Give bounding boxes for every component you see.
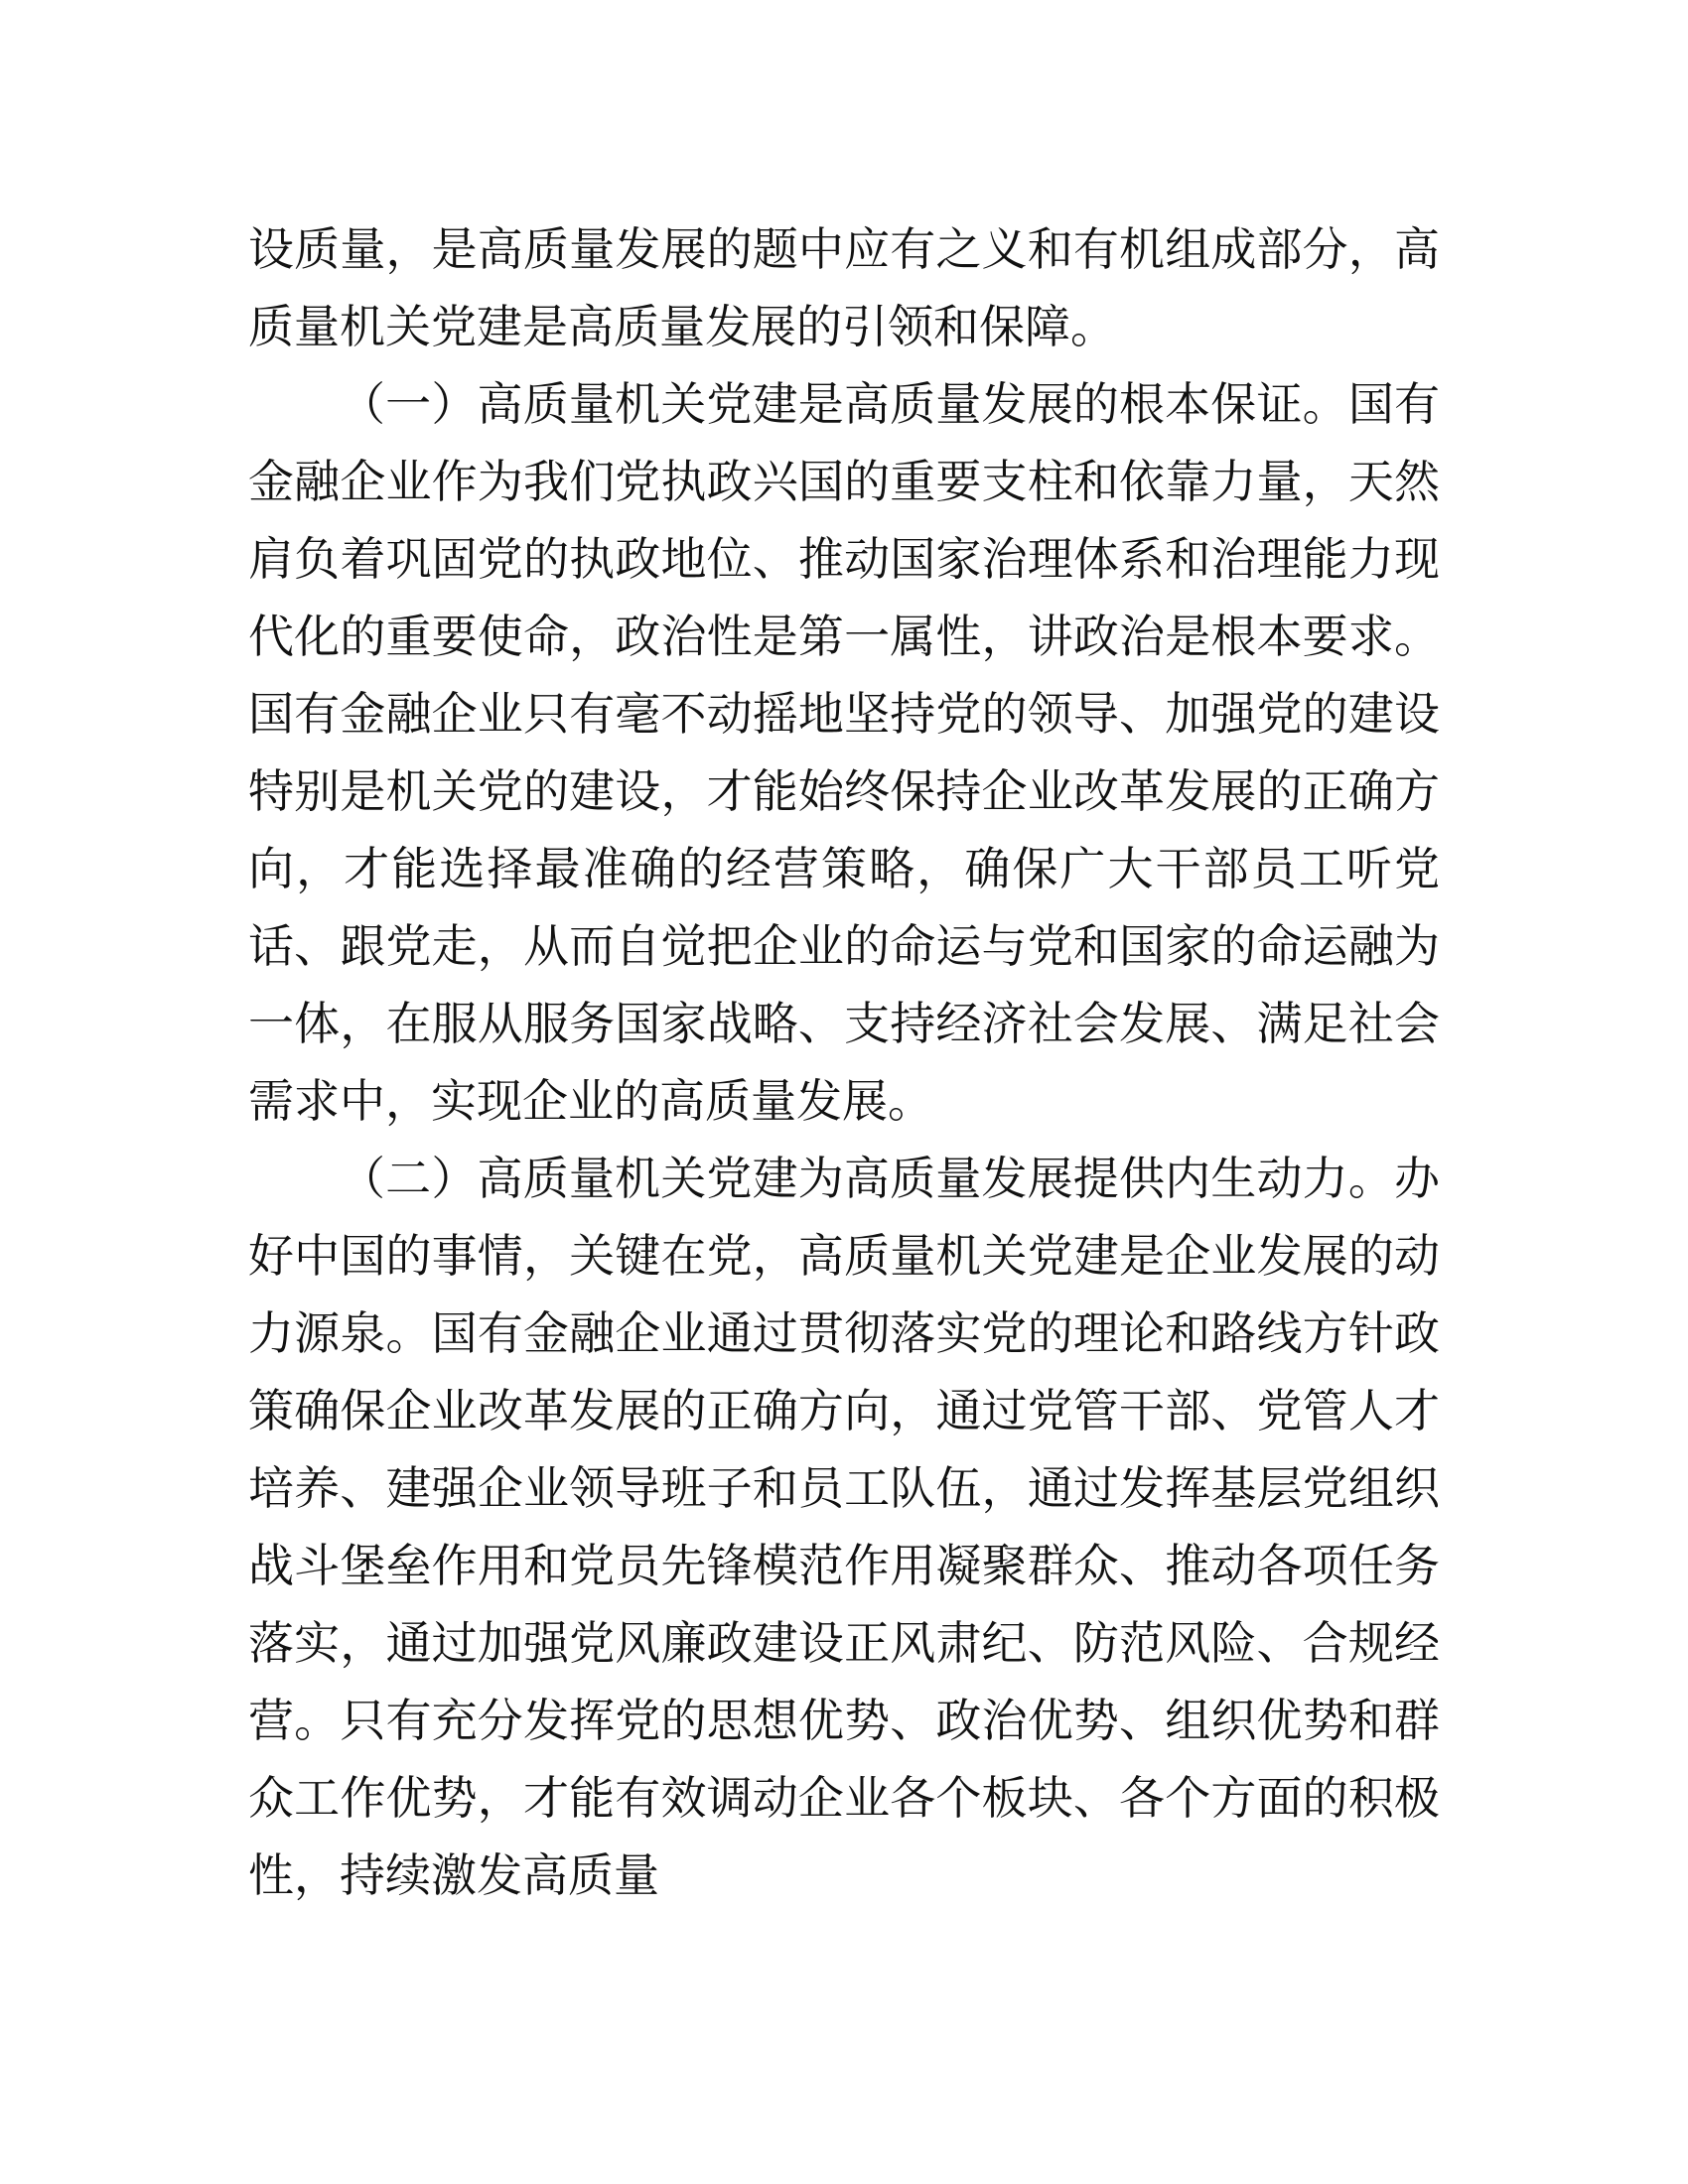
paragraph-intro-continued: 设质量，是高质量发展的题中应有之义和有机组成部分，高质量机关党建是高质量发展的引领和保障。	[248, 222, 1440, 353]
paragraph-section-two: （二）高质量机关党建为高质量发展提供内生动力。办好中国的事情，关键在党，高质量机关党建是企业发展的动力源泉。国有金融企业通过贯彻落实党的理论和路线方针政策确保企业改革发展的正确方向，通过党管干部、党管人才培养、建强企业领导班子和员工队伍，通过发挥基层党组织战斗堡垒作用和党员先锋模范作用凝聚群众、推动各项任务落实，通过加强党风廉政建设正风肃纪、防范风险、合规经营。只有充分发挥党的思想优势、政治优势、组织优势和群众工作优势，才能有效调动企业各个板块、各个方面的积极性，持续激发高质量	[248, 1152, 1440, 1902]
document-body	[248, 210, 1440, 1914]
paragraph-section-one: （一）高质量机关党建是高质量发展的根本保证。国有金融企业作为我们党执政兴国的重要支柱和依靠力量，天然肩负着巩固党的执政地位、推动国家治理体系和治理能力现代化的重要使命，政治性是第一属性，讲政治是根本要求。国有金融企业只有毫不动摇地坚持党的领导、加强党的建设特别是机关党的建设，才能始终保持企业改革发展的正确方向，才能选择最准确的经营策略，确保广大干部员工听党话、跟党走，从而自觉把企业的命运与党和国家的命运融为一体，在服从服务国家战略、支持经济社会发展、满足社会需求中，实现企业的高质量发展。	[248, 377, 1440, 1128]
